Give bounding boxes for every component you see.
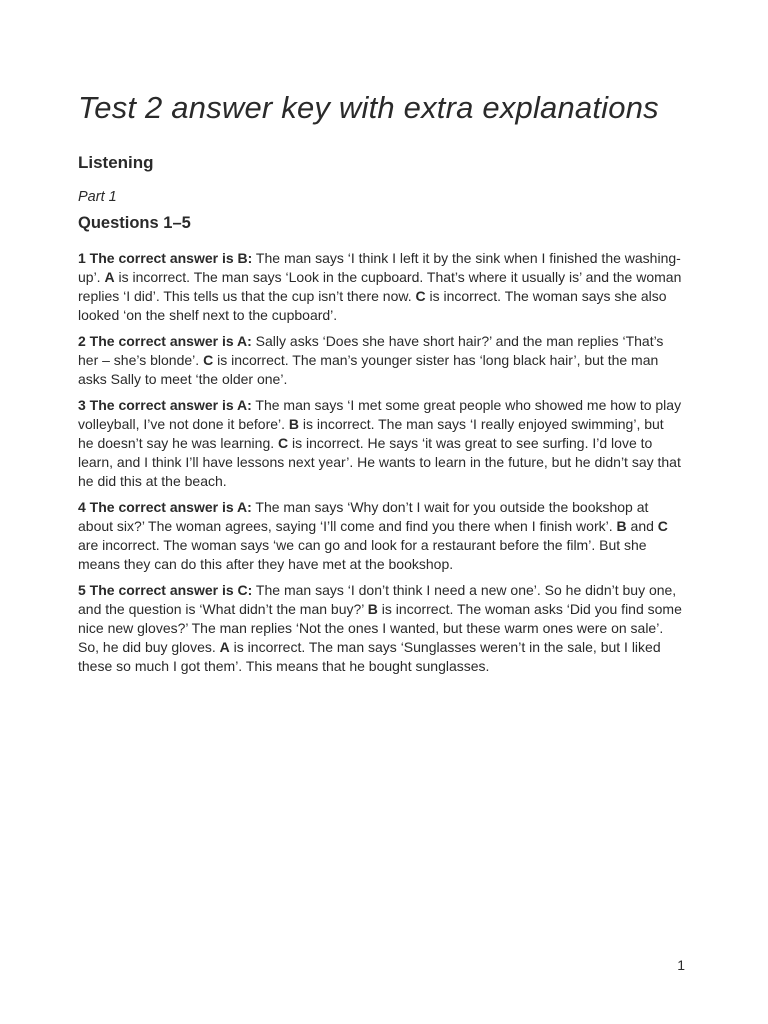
- document-title: Test 2 answer key with extra explanations: [78, 90, 659, 125]
- answer-bold-run: C: [657, 518, 668, 534]
- answer-2: [78, 332, 682, 389]
- answer-4: [78, 498, 682, 574]
- answer-bold-run: 1 The correct answer is B:: [78, 250, 253, 266]
- answer-text-run: The man says ‘I met some great people who showed me how to play volleyball, I’ve not done it before’.: [78, 397, 682, 432]
- part-label: Part 1: [78, 189, 117, 205]
- answer-5: [78, 581, 682, 676]
- answer-bold-run: 4 The correct answer is A:: [78, 499, 252, 515]
- answer-text-run: is incorrect. The woman asks ‘Did you find some nice new gloves?’ The man replies ‘Not the ones I wanted, but these warm ones were on sale’. So, he did buy gloves.: [78, 601, 682, 655]
- answer-bold-run: 2 The correct answer is A:: [78, 333, 252, 349]
- answer-text-run: The man says ‘I think I left it by the sink when I finished the washing-up’.: [78, 250, 681, 285]
- answer-1: [78, 249, 682, 325]
- answer-text-run: is incorrect. The man says ‘Look in the cupboard. That’s where it usually is’ and the woman replies ‘I did’. This tells us that the cup isn’t there now.: [78, 269, 682, 304]
- answer-3: [78, 396, 682, 491]
- page-content: [78, 88, 682, 683]
- answer-bold-run: 5 The correct answer is C:: [78, 582, 253, 598]
- answer-bold-run: A: [104, 269, 115, 285]
- answer-text-run: is incorrect. The woman says she also looked ‘on the shelf next to the cupboard’.: [78, 288, 667, 323]
- answer-text-run: is incorrect. He says ‘it was great to see surfing. I’d love to learn, and I think I’ll have lessons next year’. He wants to learn in the future, but he didn’t say that he did this at the beach.: [78, 435, 681, 489]
- answer-bold-run: B: [616, 518, 627, 534]
- answer-text-run: and: [626, 518, 658, 534]
- answer-bold-run: 3 The correct answer is A:: [78, 397, 252, 413]
- answer-bold-run: B: [367, 601, 378, 617]
- answer-bold-run: C: [203, 352, 214, 368]
- answer-bold-run: C: [278, 435, 289, 451]
- answer-bold-run: A: [219, 639, 230, 655]
- page-number: 1: [677, 957, 685, 973]
- answer-text-run: are incorrect. The woman says ‘we can go and look for a restaurant before the film’. But she means they can do this after they have met at the bookshop.: [78, 537, 647, 572]
- answer-text-run: The man says ‘I don’t think I need a new one’. So he didn’t buy one, and the question is ‘What didn’t the man buy?’: [78, 582, 677, 617]
- answer-text-run: is incorrect. The man says ‘Sunglasses weren’t in the sale, but I liked these so much I got them’. This means that he bought sunglasses.: [78, 639, 661, 674]
- answer-text-run: is incorrect. The man says ‘I really enjoyed swimming’, but he doesn’t say he was learning.: [78, 416, 664, 451]
- answer-list: [78, 249, 682, 676]
- answer-bold-run: C: [415, 288, 426, 304]
- answer-text-run: Sally asks ‘Does she have short hair?’ and the man replies ‘That’s her – she’s blonde’.: [78, 333, 664, 368]
- answer-bold-run: B: [288, 416, 300, 432]
- section-heading: Listening: [78, 153, 154, 172]
- questions-heading: Questions 1–5: [78, 214, 191, 232]
- answer-text-run: The man says ‘Why don’t I wait for you outside the bookshop at about six?’ The woman agrees, saying ‘I’ll come and find you there when I finish work’.: [78, 499, 649, 534]
- answer-text-run: is incorrect. The man’s younger sister has ‘long black hair’, but the man asks Sally to meet ‘the older one’.: [78, 352, 659, 387]
